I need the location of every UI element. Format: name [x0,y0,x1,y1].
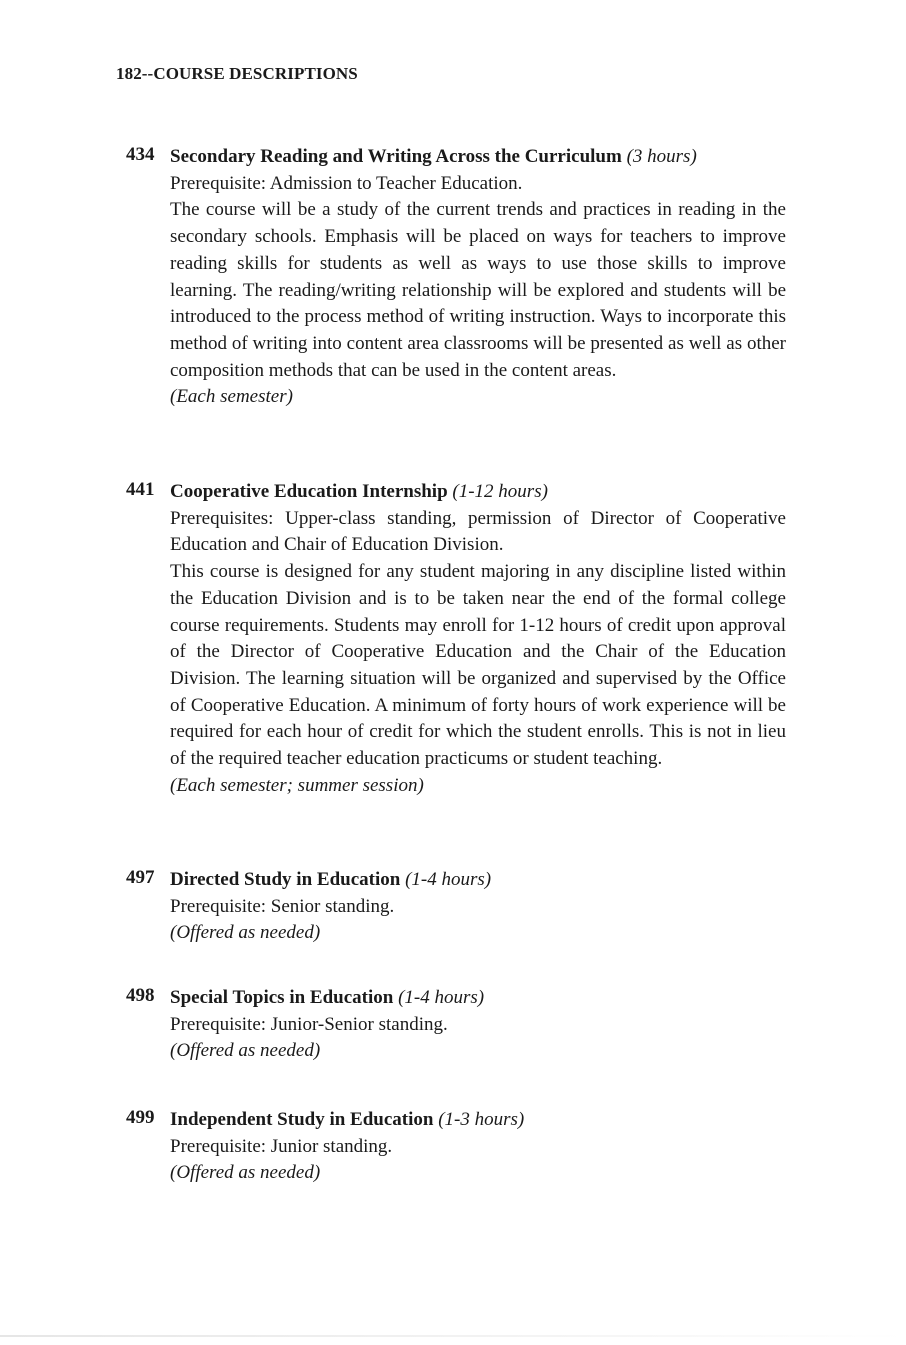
course-hours: (1-12 hours) [452,481,548,502]
course-hours: (1-3 hours) [438,1109,525,1130]
course-hours: (1-4 hours) [405,869,492,890]
course-body [170,479,786,799]
course-offered: (Each semester; summer session) [170,774,424,796]
course-434 [126,144,786,411]
course-description: The course will be a study of the current trends and practices in reading in the secondary schools. Emphasis will be placed on ways for teachers to improve reading skills for students as well as ways to use those skills to improve learning. The reading/writing relationship will be explored and students will be introduced to the process method of writing instruction. Ways to incorporate this method of writing into content area classrooms will be presented as well as other composition methods that can be used in the content areas. [170,199,786,381]
course-heading [170,479,786,506]
course-prerequisite: Prerequisite: Junior-Senior standing. [170,1013,448,1035]
course-title: Independent Study in Education [170,1109,434,1130]
course-offered: (Offered as needed) [170,1040,321,1062]
course-offered: (Each semester) [170,386,293,408]
course-prerequisite: Prerequisite: Junior standing. [170,1135,393,1157]
course-title: Special Topics in Education [170,987,394,1008]
course-title: Secondary Reading and Writing Across the Curriculum [170,146,622,167]
course-number: 441 [126,479,155,500]
course-hours: (1-4 hours) [398,987,485,1008]
course-body [170,1107,786,1187]
course-heading [170,985,786,1012]
course-498 [126,985,786,1065]
course-title: Directed Study in Education [170,869,401,890]
course-prerequisite: Prerequisites: Upper-class standing, permission of Director of Cooperative Education and Chair of Education Division. [170,507,786,556]
course-heading [170,867,786,894]
course-prerequisite: Prerequisite: Admission to Teacher Education. [170,172,523,194]
course-number: 497 [126,867,155,888]
course-title: Cooperative Education Internship [170,481,448,502]
course-497 [126,867,786,947]
course-prerequisite: Prerequisite: Senior standing. [170,895,395,917]
course-offered: (Offered as needed) [170,1162,321,1184]
page-header: 182--COURSE DESCRIPTIONS [116,64,358,83]
course-heading [170,1107,786,1134]
course-number: 434 [126,144,155,165]
course-body [170,985,786,1065]
course-441 [126,479,786,799]
course-hours: (3 hours) [626,146,697,167]
course-body [170,144,786,411]
course-499 [126,1107,786,1187]
course-body [170,867,786,947]
scan-edge-divider [0,1335,906,1337]
course-number: 499 [126,1107,155,1128]
course-description: This course is designed for any student majoring in any discipline listed within the Education Division and is to be taken near the end of the formal college course requirements. Students may enroll for 1-12 hours of credit upon approval of the Director of Cooperative Education and the Chair of the Education Division. The learning situation will be organized and supervised by the Office of Cooperative Education. A minimum of forty hours of work experience will be required for each hour of credit for which the student enrolls. This is not in lieu of the required teacher education practicums or student teaching. [170,561,786,770]
course-number: 498 [126,985,155,1006]
course-heading [170,144,786,171]
course-offered: (Offered as needed) [170,922,321,944]
